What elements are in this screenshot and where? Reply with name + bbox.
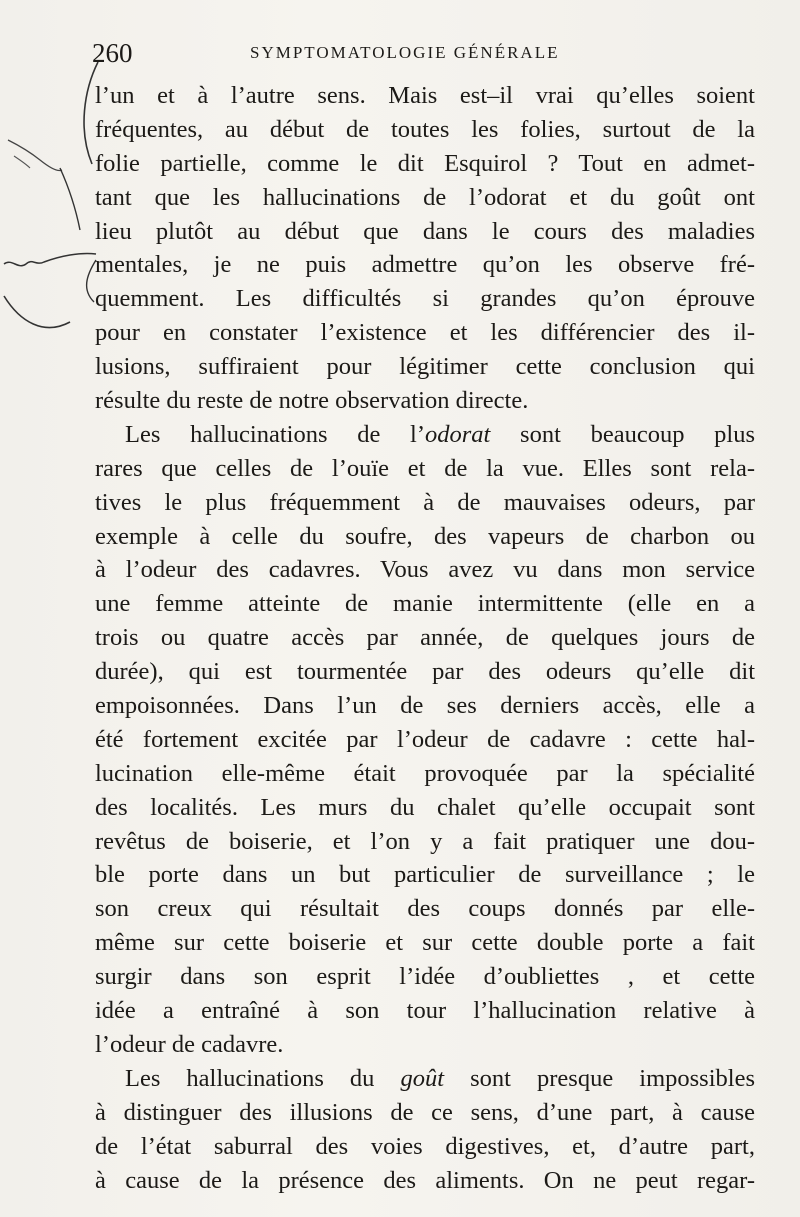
italic-term: goût <box>400 1064 445 1092</box>
italic-term: odorat <box>425 420 491 448</box>
page-header <box>92 38 762 68</box>
text-line: lucination elle-même était provoquée par la spécialité <box>95 759 755 787</box>
text-line: empoisonnées. Dans l’un de ses derniers accès, elle a <box>95 692 755 720</box>
text-line: à cause de la présence des aliments. On ne peut regar- <box>95 1166 755 1194</box>
paragraph-first-line <box>95 418 755 452</box>
text-line: mentales, je ne puis admettre qu’on les observe fré- <box>95 251 755 279</box>
text-line: pour en constater l’existence et les différencier des il- <box>95 319 755 347</box>
text-line: l’un et à l’autre sens. Mais est–il vrai qu’elles soient <box>95 82 755 109</box>
text-line: une femme atteinte de manie intermittente (elle en a <box>95 590 755 618</box>
text-line: tives le plus fréquemment à de mauvaises odeurs, par <box>95 488 755 516</box>
text-line: son creux qui résultait des coups donnés par elle- <box>95 895 755 923</box>
text-line: quemment. Les difficultés si grandes qu’on éprouve <box>95 285 755 313</box>
text-run: Les hallucinations du <box>125 1064 401 1092</box>
text-line: à l’odeur des cadavres. Vous avez vu dans mon service <box>95 556 755 584</box>
text-line: à distinguer des illusions de ce sens, d’une part, à cause <box>95 1098 755 1126</box>
text-line: revêtus de boiserie, et l’on y a fait pratiquer une dou- <box>95 827 755 855</box>
text-line: trois ou quatre accès par année, de quelques jours de <box>95 624 755 652</box>
text-line: même sur cette boiserie et sur cette double porte a fait <box>95 929 755 957</box>
handwritten-margin-mark <box>0 60 110 360</box>
text-line: résulte du reste de notre observation directe. <box>95 387 529 415</box>
text-line: des localités. Les murs du chalet qu’elle occupait sont <box>95 793 755 821</box>
text-line: été fortement excitée par l’odeur de cadavre : cette hal- <box>95 725 755 753</box>
paragraph-first-line <box>95 1062 755 1096</box>
text-line: lusions, suffiraient pour légitimer cette conclusion qui <box>95 353 755 381</box>
text-line: rares que celles de l’ouïe et de la vue. Elles sont rela- <box>95 454 755 482</box>
text-line: tant que les hallucinations de l’odorat et du goût ont <box>95 183 755 211</box>
page-number: 260 <box>92 38 133 68</box>
text-line: exemple à celle du soufre, des vapeurs de charbon ou <box>95 522 755 550</box>
running-head: SYMPTOMATOLOGIE GÉNÉRALE <box>250 43 560 62</box>
text-line: l’odeur de cadavre. <box>95 1030 284 1058</box>
text-run: Les hallucinations de l’ <box>125 420 425 448</box>
text-line: folie partielle, comme le dit Esquirol ? Tout en admet- <box>95 149 755 177</box>
text-line: idée a entraîné à son tour l’hallucination relative à <box>95 997 755 1025</box>
text-line: lieu plutôt au début que dans le cours des maladies <box>95 217 755 245</box>
text-line: surgir dans son esprit l’idée d’oubliettes , et cette <box>95 963 755 991</box>
text-line: durée), qui est tourmentée par des odeurs qu’elle dit <box>95 658 755 686</box>
text-run: sont beaucoup plus <box>490 420 755 448</box>
text-line: de l’état saburral des voies digestives, et, d’autre part, <box>95 1132 755 1160</box>
body-text <box>95 79 755 1197</box>
text-line: ble porte dans un but particulier de surveillance ; le <box>95 861 755 889</box>
text-run: sont presque impossibles <box>444 1064 755 1092</box>
text-line: fréquentes, au début de toutes les folies, surtout de la <box>95 115 755 143</box>
